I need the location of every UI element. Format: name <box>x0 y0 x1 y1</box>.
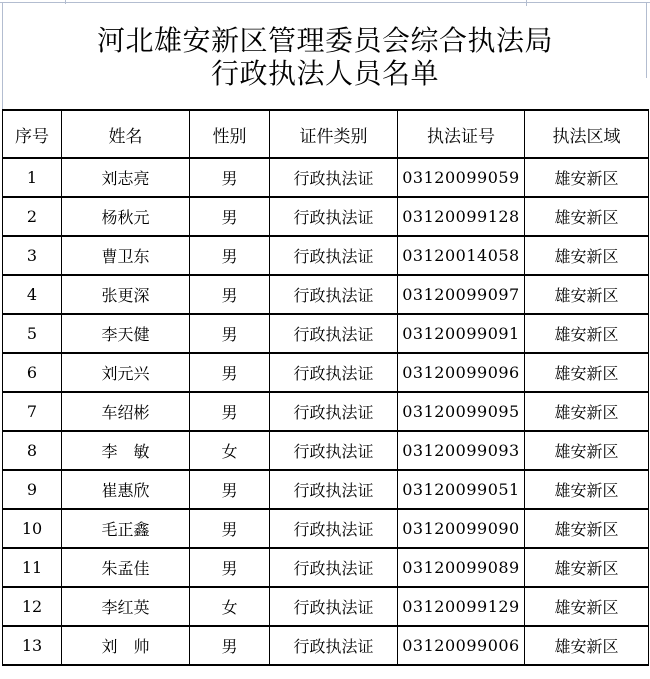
cell-gender: 男 <box>190 197 270 236</box>
table-row <box>3 158 649 197</box>
table-row <box>3 392 649 431</box>
table-row <box>3 197 649 236</box>
cell-cert-no: 03120099091 <box>398 314 525 353</box>
cell-name: 李红英 <box>62 587 190 626</box>
cell-cert-no: 03120099089 <box>398 548 525 587</box>
cell-cert-no: 03120099096 <box>398 353 525 392</box>
cell-cert-type: 行政执法证 <box>270 275 398 314</box>
cell-gender: 男 <box>190 314 270 353</box>
cell-area: 雄安新区 <box>525 548 649 587</box>
cell-gender: 男 <box>190 626 270 665</box>
header-gender: 性别 <box>190 110 270 158</box>
header-cert-type: 证件类别 <box>270 110 398 158</box>
table-row <box>3 548 649 587</box>
cell-cert-type: 行政执法证 <box>270 392 398 431</box>
cell-cert-type: 行政执法证 <box>270 158 398 197</box>
cell-area: 雄安新区 <box>525 626 649 665</box>
cell-area: 雄安新区 <box>525 197 649 236</box>
cell-cert-type: 行政执法证 <box>270 548 398 587</box>
table-row <box>3 275 649 314</box>
cell-name: 张更深 <box>62 275 190 314</box>
table-row <box>3 509 649 548</box>
cell-name: 朱孟佳 <box>62 548 190 587</box>
cell-gender: 男 <box>190 353 270 392</box>
cell-cert-no: 03120099090 <box>398 509 525 548</box>
cell-cert-no: 03120099128 <box>398 197 525 236</box>
roster-table <box>2 109 649 666</box>
cell-index: 7 <box>3 392 62 431</box>
table-row <box>3 236 649 275</box>
cell-name: 李天健 <box>62 314 190 353</box>
cell-gender: 男 <box>190 275 270 314</box>
cell-area: 雄安新区 <box>525 392 649 431</box>
header-index: 序号 <box>3 110 62 158</box>
cell-gender: 男 <box>190 548 270 587</box>
cell-area: 雄安新区 <box>525 275 649 314</box>
cell-area: 雄安新区 <box>525 431 649 470</box>
roster-table-body <box>3 158 649 665</box>
cell-index: 11 <box>3 548 62 587</box>
cell-cert-type: 行政执法证 <box>270 197 398 236</box>
cell-index: 5 <box>3 314 62 353</box>
cell-area: 雄安新区 <box>525 158 649 197</box>
cell-area: 雄安新区 <box>525 236 649 275</box>
cell-index: 9 <box>3 470 62 509</box>
document-title-line2: 行政执法人员名单 <box>210 57 439 90</box>
cell-gender: 男 <box>190 392 270 431</box>
header-cert-no: 执法证号 <box>398 110 525 158</box>
header-name: 姓名 <box>62 110 190 158</box>
gridline-top-horizontal <box>0 2 650 3</box>
cell-cert-no: 03120099051 <box>398 470 525 509</box>
cell-name: 刘元兴 <box>62 353 190 392</box>
cell-cert-type: 行政执法证 <box>270 470 398 509</box>
cell-cert-no: 03120099097 <box>398 275 525 314</box>
cell-area: 雄安新区 <box>525 470 649 509</box>
document-title-line1: 河北雄安新区管理委员会综合执法局 <box>96 24 553 57</box>
cell-gender: 女 <box>190 431 270 470</box>
cell-name: 曹卫东 <box>62 236 190 275</box>
cell-cert-type: 行政执法证 <box>270 314 398 353</box>
cell-name: 车绍彬 <box>62 392 190 431</box>
cell-cert-type: 行政执法证 <box>270 431 398 470</box>
cell-cert-no: 03120099093 <box>398 431 525 470</box>
cell-index: 10 <box>3 509 62 548</box>
roster-table-header <box>3 110 649 158</box>
cell-cert-type: 行政执法证 <box>270 236 398 275</box>
header-area: 执法区域 <box>525 110 649 158</box>
cell-cert-no: 03120099129 <box>398 587 525 626</box>
cell-index: 8 <box>3 431 62 470</box>
cell-gender: 男 <box>190 236 270 275</box>
cell-area: 雄安新区 <box>525 587 649 626</box>
cell-index: 12 <box>3 587 62 626</box>
cell-name: 刘志亮 <box>62 158 190 197</box>
cell-name: 李 敏 <box>62 431 190 470</box>
cell-gender: 男 <box>190 509 270 548</box>
cell-name: 刘 帅 <box>62 626 190 665</box>
document-title <box>0 24 650 90</box>
cell-gender: 男 <box>190 470 270 509</box>
cell-area: 雄安新区 <box>525 353 649 392</box>
table-row <box>3 470 649 509</box>
cell-cert-no: 03120014058 <box>398 236 525 275</box>
cell-index: 3 <box>3 236 62 275</box>
cell-cert-type: 行政执法证 <box>270 353 398 392</box>
cell-index: 1 <box>3 158 62 197</box>
cell-cert-type: 行政执法证 <box>270 587 398 626</box>
cell-gender: 男 <box>190 158 270 197</box>
cell-cert-type: 行政执法证 <box>270 509 398 548</box>
cell-index: 6 <box>3 353 62 392</box>
cell-gender: 女 <box>190 587 270 626</box>
table-row <box>3 314 649 353</box>
cell-index: 2 <box>3 197 62 236</box>
cell-index: 13 <box>3 626 62 665</box>
cell-cert-type: 行政执法证 <box>270 626 398 665</box>
table-row <box>3 626 649 665</box>
cell-cert-no: 03120099006 <box>398 626 525 665</box>
cell-name: 崔惠欣 <box>62 470 190 509</box>
gridline-top-tick-left <box>65 0 66 4</box>
header-row <box>3 110 649 158</box>
cell-index: 4 <box>3 275 62 314</box>
table-row <box>3 353 649 392</box>
cell-name: 毛正鑫 <box>62 509 190 548</box>
table-row <box>3 587 649 626</box>
cell-cert-no: 03120099059 <box>398 158 525 197</box>
cell-name: 杨秋元 <box>62 197 190 236</box>
cell-cert-no: 03120099095 <box>398 392 525 431</box>
table-row <box>3 431 649 470</box>
cell-area: 雄安新区 <box>525 509 649 548</box>
gridline-top-tick-right <box>526 0 527 6</box>
cell-area: 雄安新区 <box>525 314 649 353</box>
